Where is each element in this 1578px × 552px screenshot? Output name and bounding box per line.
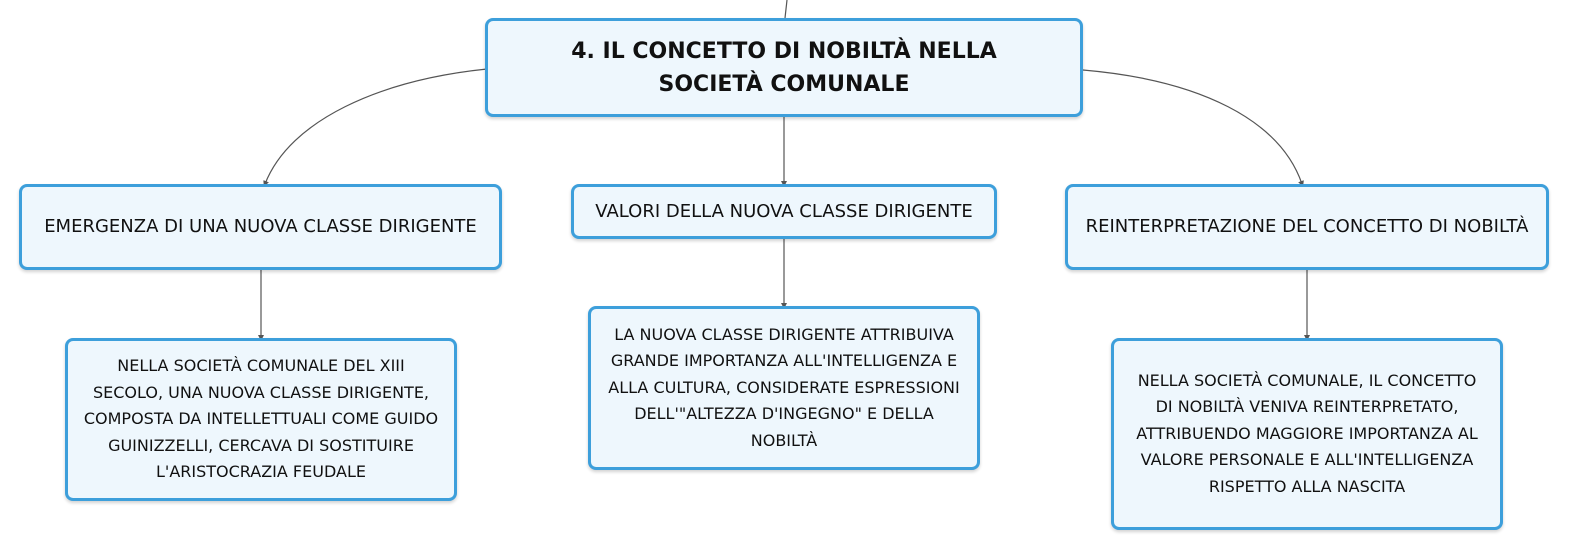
detail-topic-2[interactable] (588, 306, 980, 470)
detail-topic-1-text: NELLA SOCIETÀ COMUNALE DEL XIII SECOLO, UNA NUOVA CLASSE DIRIGENTE, COMPOSTA DA INTELLETTUALI COME GUIDO GUINIZZELLI, CERCAVA DI SOSTITUIRE L'ARISTOCRAZIA FEUDALE (83, 356, 439, 482)
root-topic[interactable] (485, 18, 1083, 117)
branch-topic-1[interactable] (19, 184, 502, 270)
detail-topic-3-text: NELLA SOCIETÀ COMUNALE, IL CONCETTO DI NOBILTÀ VENIVA REINTERPRETATO, ATTRIBUENDO MAGGIORE IMPORTANZA AL VALORE PERSONALE E ALL'INTELLIGENZA RISPETTO ALLA NASCITA (1136, 370, 1478, 496)
branch-topic-2[interactable] (571, 184, 997, 239)
connector-root-to-branch-3 (1083, 70, 1302, 184)
detail-topic-2-text: LA NUOVA CLASSE DIRIGENTE ATTRIBUIVA GRANDE IMPORTANZA ALL'INTELLIGENZA E ALLA CULTURA, CONSIDERATE ESPRESSIONI DELL'"ALTEZZA D'INGEGNO" E DELLA NOBILTÀ (608, 324, 960, 450)
branch-topic-2-label: VALORI DELLA NUOVA CLASSE DIRIGENTE (595, 200, 973, 222)
root-topic-title: 4. IL CONCETTO DI NOBILTÀ NELLA SOCIETÀ COMUNALE (571, 38, 997, 97)
detail-topic-1[interactable] (65, 338, 457, 501)
incoming-connector (785, 0, 787, 18)
branch-topic-1-label: EMERGENZA DI UNA NUOVA CLASSE DIRIGENTE (44, 216, 477, 237)
connector-root-to-branch-1 (265, 69, 487, 184)
detail-topic-3[interactable] (1111, 338, 1503, 530)
branch-topic-3-label: REINTERPRETAZIONE DEL CONCETTO DI NOBILTÀ (1085, 216, 1529, 237)
branch-topic-3[interactable] (1065, 184, 1549, 270)
